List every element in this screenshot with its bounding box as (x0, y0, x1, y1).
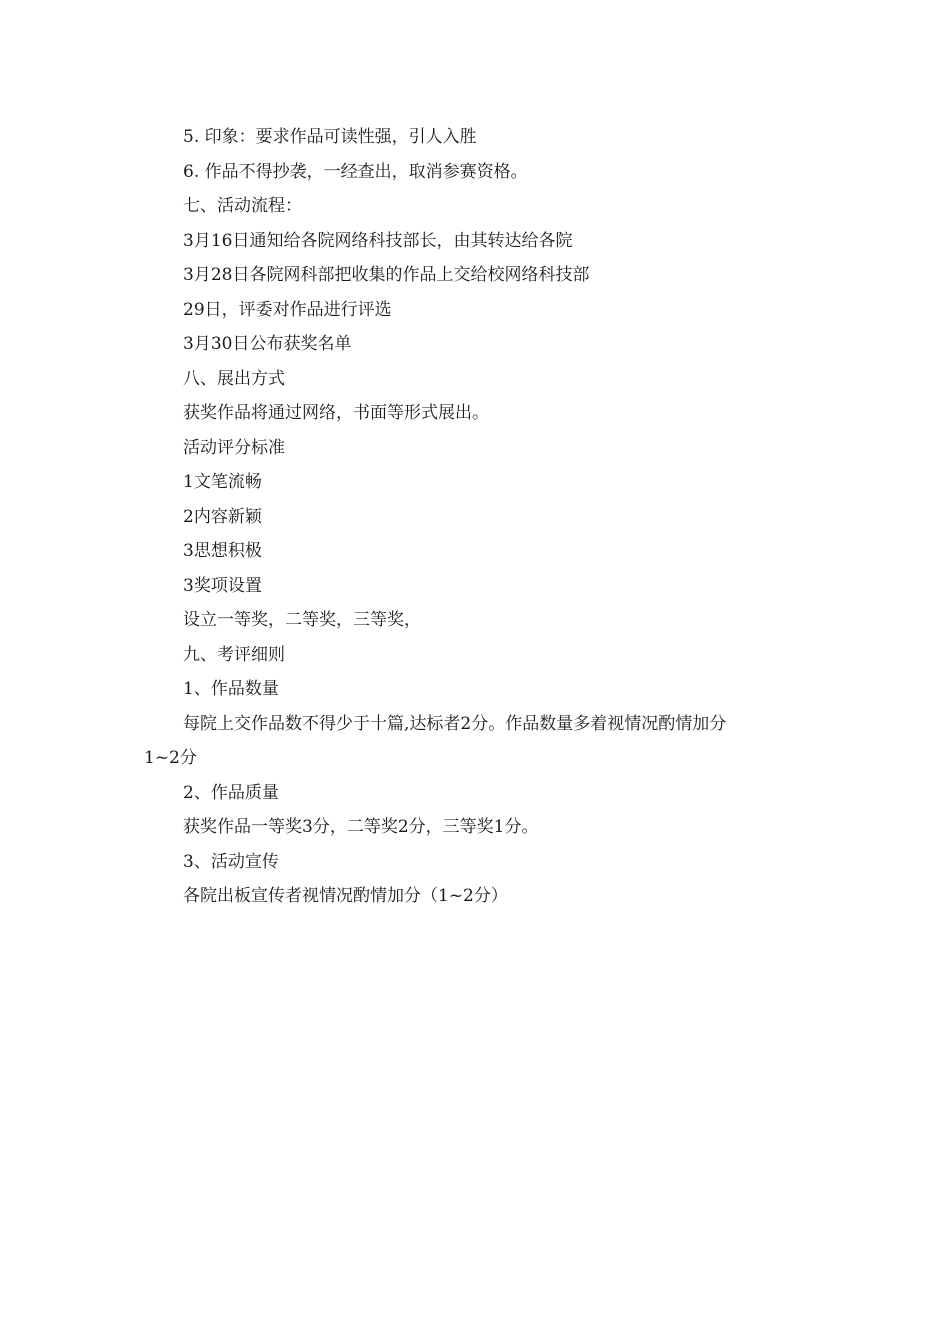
text-line-continuation: 1~2分 (144, 748, 197, 768)
text-line: 3月16日通知给各院网络科技部长，由其转达给各院 (183, 230, 573, 251)
list-item: 2内容新颖 (183, 506, 262, 527)
text-line: 各院出板宣传者视情况酌情加分（1~2分） (183, 886, 508, 906)
list-item: 1文笔流畅 (183, 472, 262, 492)
text-line: 6. 作品不得抄袭，一经查出，取消参赛资格。 (183, 161, 528, 182)
text-line: 5. 印象：要求作品可读性强，引人入胜 (183, 127, 477, 147)
section-heading: 活动评分标准 (183, 437, 285, 458)
text-line: 每院上交作品数不得少于十篇,达标者2分。作品数量多着视情况酌情加分 (183, 713, 727, 734)
text-line: 获奖作品一等奖3分，二等奖2分，三等奖1分。 (183, 817, 539, 837)
subsection-heading: 1、作品数量 (183, 679, 279, 699)
section-heading: 九、考评细则 (183, 644, 285, 665)
text-line: 获奖作品将通过网络，书面等形式展出。 (183, 403, 489, 423)
section-heading: 七、活动流程： (183, 196, 302, 216)
text-line: 3月30日公布获奖名单 (183, 334, 352, 354)
list-item: 3思想积极 (183, 541, 262, 561)
document-body (144, 120, 816, 914)
text-line: 设立一等奖，二等奖，三等奖， (183, 610, 421, 630)
subsection-heading: 3、活动宣传 (183, 851, 279, 872)
section-heading: 八、展出方式 (183, 368, 285, 389)
text-line: 3月28日各院网科部把收集的作品上交给校网络科技部 (183, 265, 590, 285)
subsection-heading: 2、作品质量 (183, 782, 279, 803)
text-line: 29日，评委对作品进行评选 (183, 299, 392, 320)
list-item: 3奖项设置 (183, 575, 262, 596)
